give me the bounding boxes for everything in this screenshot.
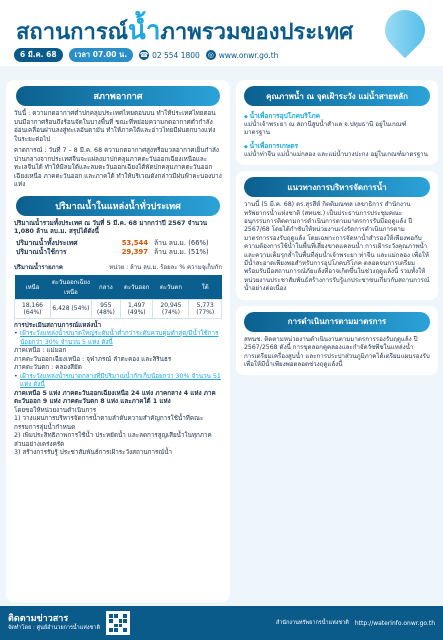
cell-northeast: 6,428 (54%) [51,299,92,318]
footer-brand: ติดตามข่าวสาร [8,614,69,624]
progress-text: สทนช. ติดตามหน่วยงานดำเนินงานตามมาตรการรองรับฤดูแล้ง ปี 2567/2568 ดังนี้ การขุดลอกคูคลองและกำจัดวัชพืชในแหล่งน้ำ การเตรียมเครื่องสูบน้ำ และการประปาส่วนภูมิภาคได้เตรียมแผนรองรับ เพื่อให้มีน้ำเพียงพอตลอดช่วงฤดูแล้งนี้ [244,335,430,368]
progress-heading: การดำเนินการตามมาตรการ [244,312,430,332]
website-info[interactable] [206,50,279,60]
weather-today-text: วันนี้ : ความกดอากาศต่ำปกคลุมประเทศไทยตอนบน ทำให้ประเทศไทยตอนบนมีอากาศร้อนถึงร้อนจัดในบางพื้นที่ ขณะที่หย่อมความกดอากาศต่ำกำลังอ่อนเคลื่อนผ่านลงสู่ทะเลอันดามัน ทำให้ภาคใต้และอ่าวไทยมีฝนตกบางแห่งในระยะต่อไป [14,110,216,143]
table-title: ปริมาณน้ำรายภาค [14,263,63,271]
right-column [236,80,438,602]
title-part-3: ภาพรวมของประเทศ [160,19,354,45]
col-central: กลาง [91,275,120,300]
time-badge: เวลา 07.00 น. [69,48,134,62]
quality-heading: คุณภาพน้ำ ณ จุดเฝ้าระวัง แม่น้ำสายหลัก [244,86,430,106]
reservoir-heading: ปริมาณน้ำในแหล่งน้ำทั่วประเทศ [16,196,220,216]
cell-west: 20,945 (74%) [153,299,189,318]
cell-central: 955 (48%) [91,299,120,318]
stat-unit: ล้าน ลบ.ม. (66%) [154,238,209,247]
table-row [15,299,222,318]
monitoring-west: ภาคตะวันตก : คลองสียัด [14,364,82,371]
date-badge: 6 มี.ค. 68 [14,48,63,62]
table-header-row [15,275,222,300]
quality-text-agriculture: แม่น้ำท่าจีน แม่น้ำแม่กลอง และแม่น้ำบางปะกง อยู่ในเกณฑ์มาตรฐาน [244,150,428,158]
col-west: ตะวันตก [153,275,189,300]
monitoring-heading: การประเมินสถานการณ์แหล่งน้ำ [14,321,102,329]
col-south: ใต้ [189,275,222,300]
weather-forecast-text: คาดการณ์ : วันที่ 7 – 8 มี.ค. 68 ความกดอากาศสูงหรือมวลอากาศเย็นกำลังปานกลางจากประเทศจีนจะแผ่ลงมาปกคลุมภาคตะวันออกเฉียงเหนือและทะเลจีนใต้ ทำให้มีลมใต้และลมตะวันออกเฉียงใต้พัดปกคลุมภาคตะวันออกเฉียงเหนือ ภาคตะวันออก และภาคใต้ ทำให้บริเวณดังกล่าวมีฝนฟ้าคะนองบางแห่ง [14,147,222,188]
qr-code-icon[interactable] [106,611,130,635]
globe-icon: ◎ [207,51,214,59]
table-header [6,262,230,272]
measure-2: 2) เพิ่มประสิทธิภาพการใช้น้ำ ประหยัดน้ำ และลดการสูญเสียน้ำในทุกภาคส่วนอย่างเคร่งครัด [14,432,212,448]
stat-label: ปริมาณน้ำใช้การ [16,247,67,256]
website-link: www.onwr.go.th [218,50,279,60]
info-bar [14,48,429,62]
phone-info[interactable] [139,50,200,60]
quality-text-consumption: แม่น้ำเจ้าพระยา ณ สถานีสูบน้ำสำแล จ.ปทุมธานี อยู่ในเกณฑ์มาตรฐาน [244,121,407,137]
quality-sub-agriculture: ◆ น้ำเพื่อการเกษตร [236,140,438,151]
page-title [16,10,426,46]
management-heading: แนวทางการบริหารจัดการน้ำ [244,177,430,197]
management-card [236,171,438,299]
monitoring-medium [6,373,230,390]
monitoring-large [6,330,230,347]
stat-label: ปริมาณน้ำทั้งประเทศ [16,238,78,247]
management-text: วานนี้ (5 มี.ค. 68) ดร.สุรสีห์ กิตติมณฑล เลขาธิการ สำนักงานทรัพยากรน้ำแห่งชาติ (สทนช.) เป็นประธานการประชุมคณะอนุกรรมการติดตามการดำเนินการตามมาตรการรับมือฤดูแล้ง ปี 2567/68 โดยได้กำชับให้หน่วยงานเร่งรัดการดำเนินการตามมาตรการรองรับฤดูแล้ง โดยเฉพาะการจัดหาน้ำสำรองให้เพียงพอกับความต้องการใช้น้ำในพื้นที่เสี่ยงขาดแคลนน้ำ การเฝ้าระวังคุณภาพน้ำ และความเค็มรุกล้ำในพื้นที่ลุ่มน้ำเจ้าพระยา ท่าจีน และแม่กลอง เพื่อให้มีน้ำสะอาดเพียงพอสำหรับการอุปโภคบริโภค ตลอดจนการเตรียมพร้อมรับมือสถานการณ์ภัยแล้งที่อาจเกิดขึ้นในช่วงฤดูแล้งนี้ รวมทั้งให้หน่วยงานประชาสัมพันธ์สร้างการรับรู้แก่ประชาชนเกี่ยวกับสถานการณ์น้ำอย่างต่อเนื่อง [244,201,430,293]
stat-row [16,239,220,248]
monitoring-north: ภาคเหนือ : แม่มอก [14,347,67,354]
title-accent: น้ำ [128,16,161,46]
phone-icon: ☎ [139,51,149,59]
cell-north: 18,166 (64%) [15,299,51,318]
cell-south: 5,773 (77%) [189,299,222,318]
medium-reservoir-note: เฝ้าระวังแหล่งน้ำขนาดกลางที่มีปริมาณน้ำกักเก็บน้อยกว่า 30% จำนวน 51 แห่ง ดังนี้ [20,372,221,388]
title-part-1: สถานการณ์ [16,19,129,45]
left-column [6,80,230,602]
footer-brand-block [8,614,100,632]
table-unit: หน่วย : ล้าน ลบ.ม. ร้อยละ % ความจุเก็บกัก [109,263,222,271]
reservoir-stats [6,237,230,259]
phone-number: 02 554 1800 [152,50,200,60]
cell-east: 1,497 (49%) [120,299,153,318]
progress-card [236,306,438,376]
quality-sub-consumption: ◆ น้ำเพื่อการอุปโภคบริโภค [236,110,438,121]
measure-1: 1) วางแผนการบริหารจัดการน้ำตามลำดับความสำคัญการใช้น้ำที่คณะกรรมการลุ่มน้ำกำหนด [14,415,204,431]
stat-value: 53,544 [121,238,148,247]
footer [0,606,443,640]
footer-link[interactable]: http://waterinfo.onwr.go.th [354,619,435,627]
footer-org: สำนักงานทรัพยากรน้ำแห่งชาติ [275,620,349,626]
stat-row [16,248,220,257]
regional-table [14,275,222,319]
quality-card [236,80,438,165]
measures-title: โดยขอให้หน่วยงานดำเนินการ [14,406,97,414]
col-east: ตะวันออก [120,275,153,300]
col-north: เหนือ [15,275,51,300]
reservoir-total-text: ปริมาณน้ำรวมทั้งประเทศ ณ วันที่ 5 มี.ค. 68 มากกว่าปี 2567 จำนวน 1,080 ล้าน ลบ.ม. สรุปได้ดังนี้ [14,219,208,235]
monitoring-ne: ภาคตะวันออกเฉียงเหนือ : จุฬาภรณ์ ลำตะคอง และสิรินธร [14,355,172,363]
large-reservoir-note: เฝ้าระวังแหล่งน้ำขนาดใหญ่ระดับน้ำต่ำกว่าระดับควบคุมต่ำสุด/มีน้ำใช้การน้อยกว่า 30% จำนวน 5 แห่ง ดังนี้ [20,330,219,346]
col-northeast: ตะวันออกเฉียงเหนือ [51,275,92,300]
stat-unit: ล้าน ลบ.ม. (51%) [154,247,209,256]
footer-sub: จัดทำโดย : ศูนย์อำนวยการน้ำแห่งชาติ [8,625,101,631]
stat-value: 29,397 [121,247,148,256]
weather-heading: สภาพอากาศ [16,86,220,106]
monitoring-regions: ภาคเหนือ 5 แห่ง ภาคตะวันออกเฉียงเหนือ 24 แห่ง ภาคกลาง 4 แห่ง ภาคตะวันออก 9 แห่ง ภาคตะวันตก 8 แห่ง และภาคใต้ 1 แห่ง [14,389,216,405]
measure-3: 3) สร้างการรับรู้ ประชาสัมพันธ์การเฝ้าระวังสถานการณ์น้ำ [14,449,173,456]
header [0,0,443,66]
